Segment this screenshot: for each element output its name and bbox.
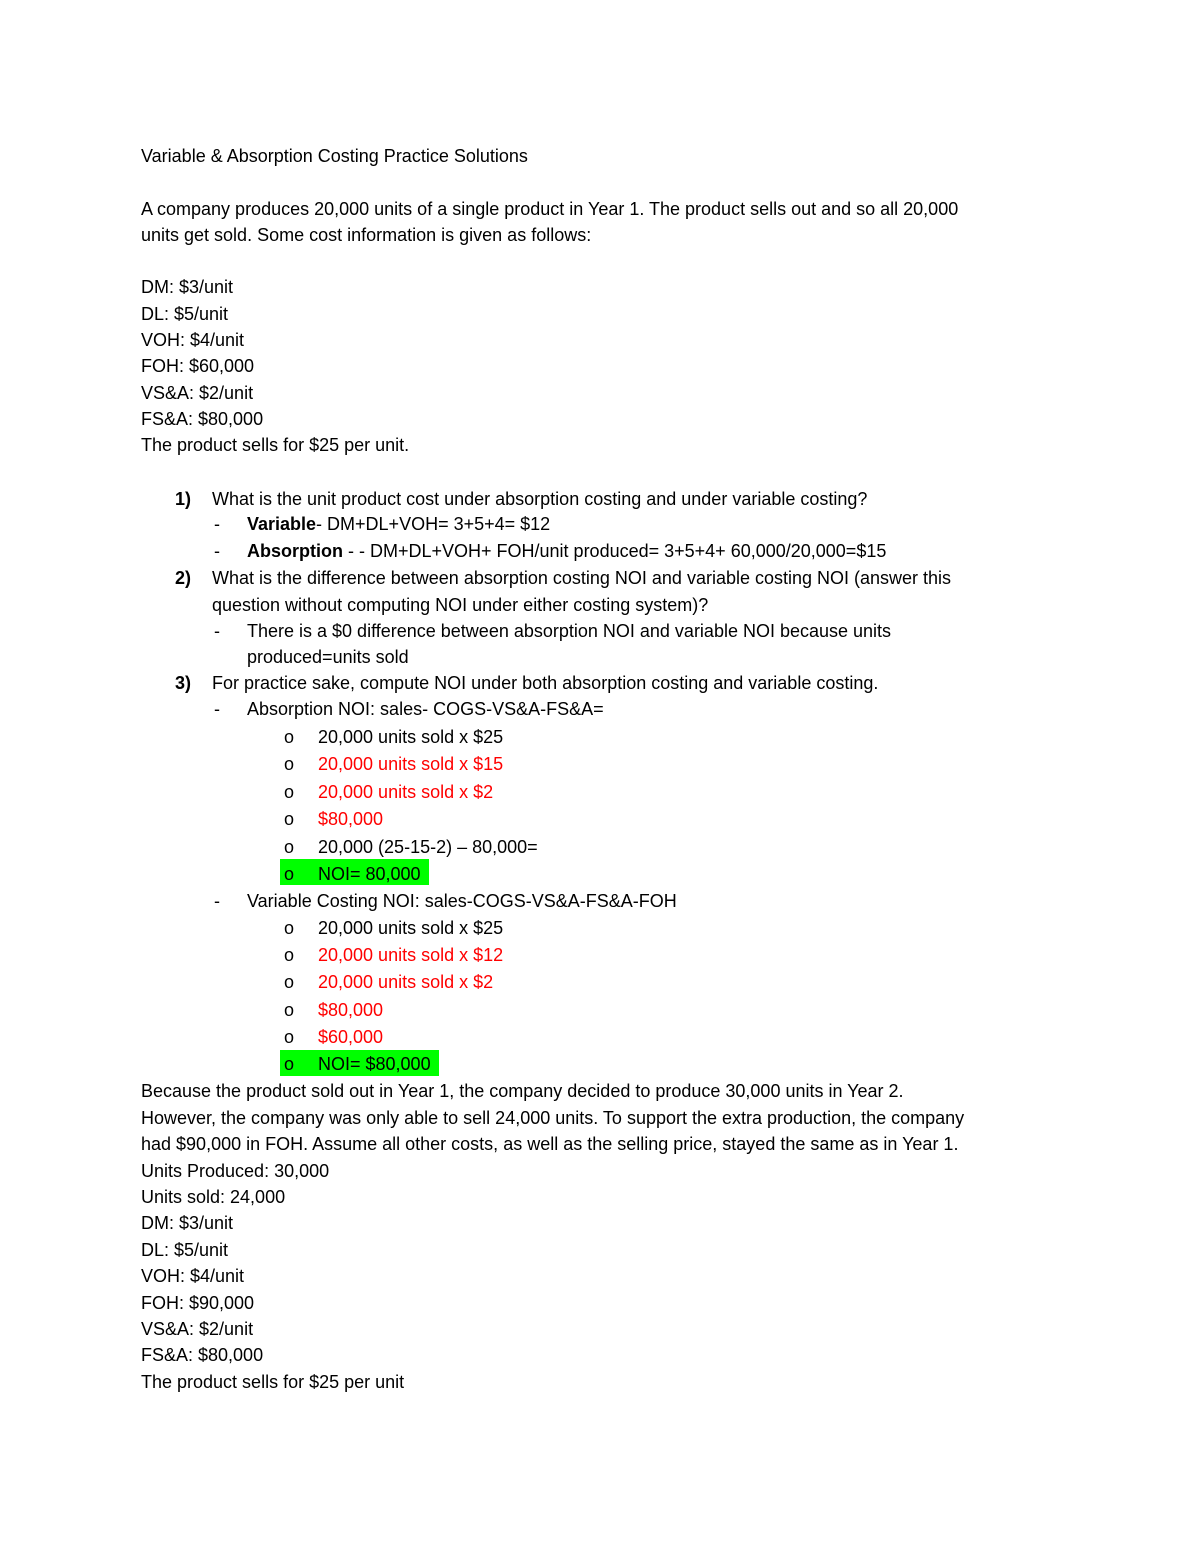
year2-units-produced: Units Produced: 30,000 bbox=[141, 1161, 330, 1181]
absorption-noi-header: Absorption NOI: sales- COGS-VS&A-FS&A= bbox=[247, 699, 604, 719]
q1-text: What is the unit product cost under absorption costing and under variable costing? bbox=[212, 489, 868, 509]
year2-price: The product sells for $25 per unit bbox=[141, 1372, 405, 1392]
absorption-vsa: 20,000 units sold x $2 bbox=[318, 782, 494, 802]
circle-bullet: o bbox=[284, 945, 295, 965]
circle-bullet: o bbox=[284, 1054, 295, 1074]
circle-bullet: o bbox=[284, 727, 295, 747]
circle-bullet: o bbox=[284, 1027, 295, 1047]
dash-marker: - bbox=[214, 621, 220, 641]
year2-voh: VOH: $4/unit bbox=[141, 1266, 245, 1286]
q2-line-2: question without computing NOI under either costing system)? bbox=[212, 595, 709, 615]
year2-para-line-3: had $90,000 in FOH. Assume all other costs, as well as the selling price, stayed the same as in Year 1. bbox=[141, 1134, 959, 1154]
cost-voh: VOH: $4/unit bbox=[141, 330, 245, 350]
variable-sales: 20,000 units sold x $25 bbox=[318, 918, 504, 938]
q2-number: 2) bbox=[175, 568, 192, 588]
year2-dm: DM: $3/unit bbox=[141, 1213, 234, 1233]
q2-line-1: What is the difference between absorption costing NOI and variable costing NOI (answer this bbox=[212, 568, 952, 588]
year2-foh: FOH: $90,000 bbox=[141, 1293, 255, 1313]
absorption-noi-result: NOI= 80,000 bbox=[318, 864, 421, 884]
circle-bullet: o bbox=[284, 972, 295, 992]
year2-units-sold: Units sold: 24,000 bbox=[141, 1187, 286, 1207]
absorption-cogs: 20,000 units sold x $15 bbox=[318, 754, 504, 774]
year2-vsa: VS&A: $2/unit bbox=[141, 1319, 254, 1339]
q3-text: For practice sake, compute NOI under both absorption costing and variable costing. bbox=[212, 673, 879, 693]
q1-absorption-label: Absorption bbox=[247, 541, 343, 561]
q2-answer-line-1: There is a $0 difference between absorption NOI and variable NOI because units bbox=[247, 621, 892, 641]
variable-foh: $60,000 bbox=[318, 1027, 384, 1047]
year2-para-line-1: Because the product sold out in Year 1, the company decided to produce 30,000 units in Year 2. bbox=[141, 1081, 904, 1101]
circle-bullet: o bbox=[284, 864, 295, 884]
absorption-fsa: $80,000 bbox=[318, 809, 384, 829]
q3-number: 3) bbox=[175, 673, 192, 693]
cost-dm: DM: $3/unit bbox=[141, 277, 234, 297]
circle-bullet: o bbox=[284, 754, 295, 774]
q2-answer-line-2: produced=units sold bbox=[247, 647, 409, 667]
circle-bullet: o bbox=[284, 782, 295, 802]
year2-dl: DL: $5/unit bbox=[141, 1240, 229, 1260]
dash-marker: - bbox=[214, 541, 220, 561]
q1-variable-answer bbox=[247, 513, 550, 535]
year2-para-line-2: However, the company was only able to sell 24,000 units. To support the extra production, the company bbox=[141, 1108, 965, 1128]
q1-absorption-answer bbox=[247, 540, 886, 562]
dash-marker: - bbox=[214, 514, 220, 534]
cost-dl: DL: $5/unit bbox=[141, 304, 229, 324]
dash-marker: - bbox=[214, 699, 220, 719]
cost-vsa: VS&A: $2/unit bbox=[141, 383, 254, 403]
circle-bullet: o bbox=[284, 837, 295, 857]
variable-fsa: $80,000 bbox=[318, 1000, 384, 1020]
intro-line-1: A company produces 20,000 units of a single product in Year 1. The product sells out and so all 20,000 bbox=[141, 199, 959, 219]
cost-foh: FOH: $60,000 bbox=[141, 356, 255, 376]
variable-cogs: 20,000 units sold x $12 bbox=[318, 945, 504, 965]
year2-fsa: FS&A: $80,000 bbox=[141, 1345, 264, 1365]
q1-absorption-text: - - DM+DL+VOH+ FOH/unit produced= 3+5+4+ 60,000/20,000=$15 bbox=[343, 541, 887, 561]
price-line: The product sells for $25 per unit. bbox=[141, 435, 410, 455]
q1-number: 1) bbox=[175, 489, 192, 509]
variable-vsa: 20,000 units sold x $2 bbox=[318, 972, 494, 992]
absorption-calculation: 20,000 (25-15-2) – 80,000= bbox=[318, 837, 538, 857]
circle-bullet: o bbox=[284, 1000, 295, 1020]
intro-line-2: units get sold. Some cost information is given as follows: bbox=[141, 225, 592, 245]
variable-noi-result: NOI= $80,000 bbox=[318, 1054, 431, 1074]
q1-variable-text: - DM+DL+VOH= 3+5+4= $12 bbox=[316, 514, 551, 534]
q1-variable-label: Variable bbox=[247, 514, 317, 534]
dash-marker: - bbox=[214, 891, 220, 911]
absorption-sales: 20,000 units sold x $25 bbox=[318, 727, 504, 747]
circle-bullet: o bbox=[284, 918, 295, 938]
cost-fsa: FS&A: $80,000 bbox=[141, 409, 264, 429]
circle-bullet: o bbox=[284, 809, 295, 829]
document-title: Variable & Absorption Costing Practice Solutions bbox=[141, 146, 528, 166]
variable-noi-header: Variable Costing NOI: sales-COGS-VS&A-FS&A-FOH bbox=[247, 891, 677, 911]
